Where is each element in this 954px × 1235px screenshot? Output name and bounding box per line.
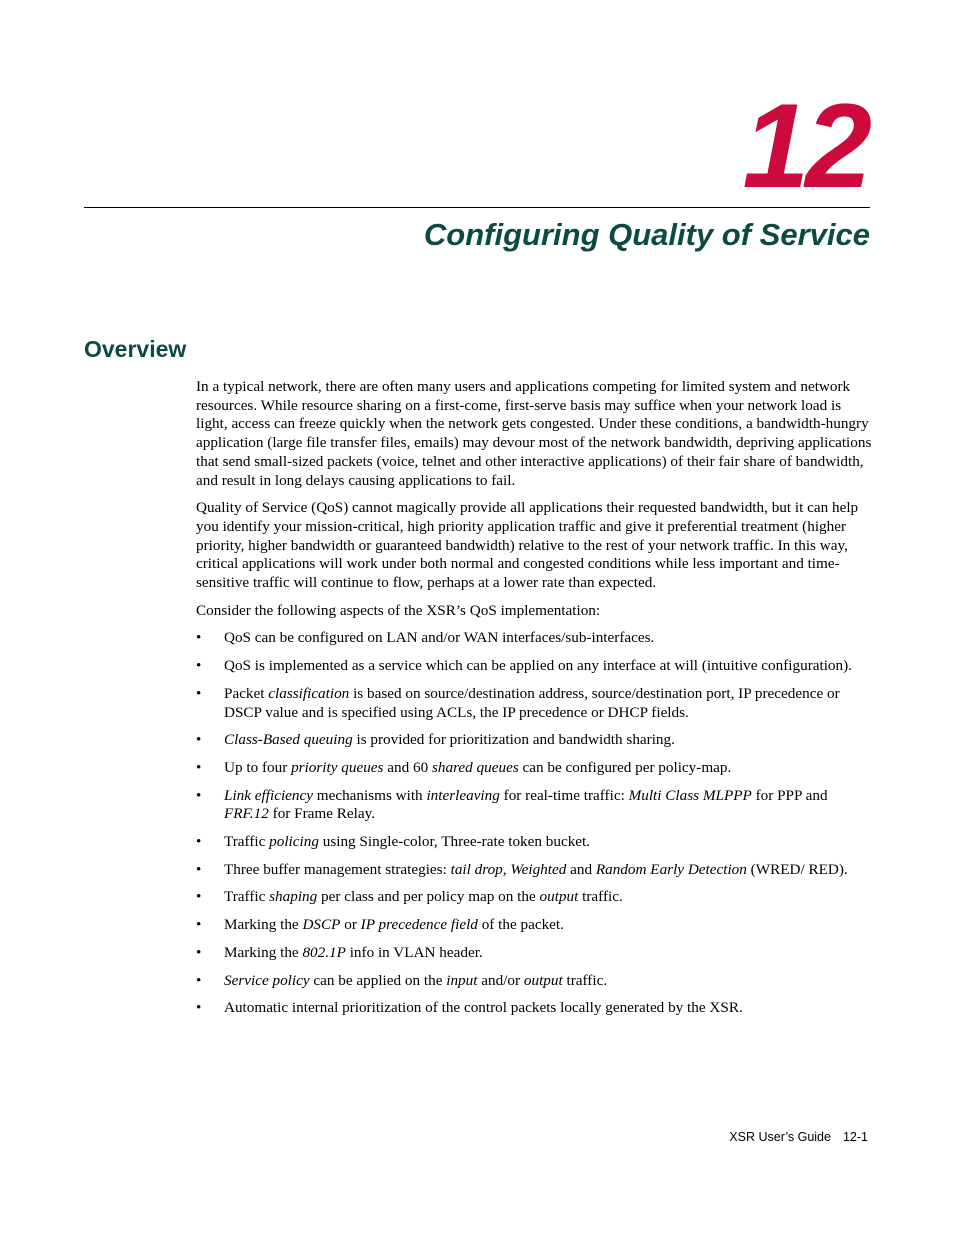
list-item: • Link efficiency mechanisms with interleaving for real-time traffic: Multi Class MLPPP for PPP and FRF.12 for Frame Relay. [196,786,828,823]
list-item: • Marking the 802.1P info in VLAN header. [196,943,483,961]
list-item: • Up to four priority queues and 60 shared queues can be configured per policy-map. [196,758,732,776]
section-heading: Overview [84,336,187,362]
page-footer [729,1130,868,1144]
list-item: • Class-Based queuing is provided for prioritization and bandwidth sharing. [196,731,675,749]
bullet-icon: • [196,684,202,702]
bullet-list [196,629,872,1018]
bullet-icon: • [196,888,202,906]
footer-guide-title: XSR User’s Guide [729,1130,831,1144]
list-item: • QoS can be configured on LAN and/or WAN interfaces/sub-interfaces. [196,629,655,647]
bullet-icon: • [196,943,202,961]
paragraph-qos: Quality of Service (QoS) cannot magically provide all applications their requested bandwidth, but it can help you identify your mission-critical, high priority application traffic and give it preferential treatment (higher priority, higher bandwidth or guaranteed bandwidth) relative to the rest of your network traffic. In this way, critical applications will work under both normal and congested conditions while less important and time-sensitive traffic will continue to flow, perhaps at a lower rate than expected. [196,499,859,592]
chapter-rule [84,207,870,208]
bullet-icon: • [196,731,202,749]
list-item: • Traffic shaping per class and per policy map on the output traffic. [196,888,623,906]
list-item: • QoS is implemented as a service which can be applied on any interface at will (intuitive configuration). [196,657,852,675]
bullet-icon: • [196,786,202,804]
bullet-icon: • [196,916,202,934]
chapter-title: Configuring Quality of Service [423,217,870,252]
bullet-icon: • [196,833,202,851]
bullet-icon: • [196,657,202,675]
list-item: • Marking the DSCP or IP precedence field of the packet. [196,916,564,934]
list-item: • Service policy can be applied on the input and/or output traffic. [196,971,608,989]
page-number: 12-1 [842,1130,868,1144]
paragraph-intro: In a typical network, there are often many users and applications competing for limited system and network resources. While resource sharing on a first-come, first-serve basis may suffice when your network load is light, access can freeze quickly when the network gets congested. Under these conditions, a bandwidth-hungry application (large file transfer files, emails) may devour most of the network bandwidth, depriving applications that send small-sized packets (voice, telnet and other interactive applications) of their fair share of bandwidth, and result in long delays causing applications to fail. [196,378,872,489]
list-item: • Three buffer management strategies: tail drop, Weighted and Random Early Detection (WRED/ RED). [196,860,848,878]
bullet-icon: • [196,758,202,776]
list-item: • Traffic policing using Single-color, Three-rate token bucket. [196,833,591,851]
bullet-icon: • [196,999,202,1017]
list-item: • Packet classification is based on source/destination address, source/destination port, IP precedence or DSCP value and is specified using ACLs, the IP precedence or DHCP fields. [196,684,840,721]
body-text [196,378,872,1027]
bullet-icon: • [196,971,202,989]
chapter-number: 12 [742,79,868,213]
list-item: • Automatic internal prioritization of the control packets locally generated by the XSR. [196,999,743,1017]
bullet-icon: • [196,860,202,878]
paragraph-consider: Consider the following aspects of the XSR’s QoS implementation: [196,601,601,619]
bullet-icon: • [196,629,202,647]
